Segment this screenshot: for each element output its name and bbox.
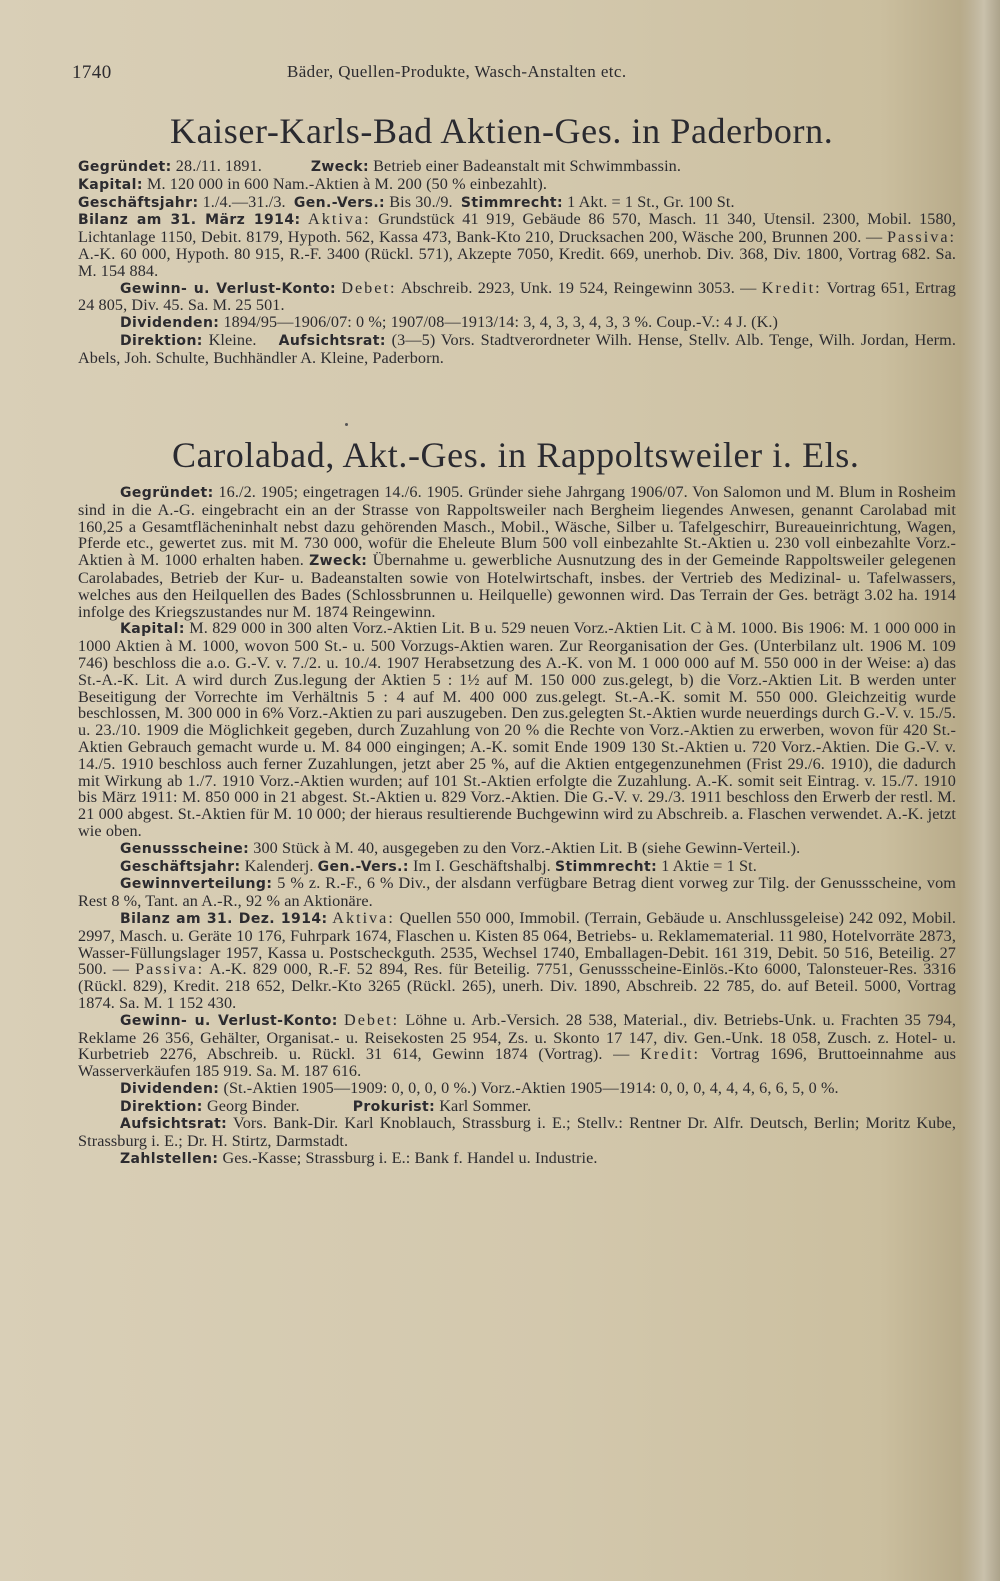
fiscal-paragraph: Geschäftsjahr: 1./4.—31./3. Gen.-Vers.: Bis 30./9. Stimmrecht: 1 Akt. = 1 St., Gr. 100 St. [78,192,735,211]
entry-title-carolabad: Carolabad, Akt.-Ges. in Rappoltsweiler i. Els. [172,435,860,475]
genussscheine-paragraph: Genussscheine: 300 Stück à M. 40, ausgegeben zu den Vorz.-Aktien Lit. B (siehe Gewinn-Verteil.). [120,838,801,857]
paying-agents-paragraph: Zahlstellen: Ges.-Kasse; Strassburg i. E.: Bank f. Handel u. Industrie. [120,1149,598,1168]
profit-loss-paragraph: Gewinn- u. Verlust-Konto: Debet: Abschreib. 2923, Unk. 19 524, Reingewinn 3053. — Kredit: Vortrag 651, Ertrag 24 805, Div. 45. Sa. M. 25 501. [78,278,956,315]
balance-paragraph: Bilanz am 31. März 1914: Aktiva: Grundstück 41 919, Gebäude 86 570, Masch. 11 340, Utensil. 2300, Mobil. 1580, Lichtanlage 1150, Debit. 8179, Hypoth. 562, Kassa 473, Bank-Kto 210, Drucksachen 200, Wäsche 200, Brunnen 200. — Passiva: A.-K. 60 000, Hypoth. 80 915, R.-F. 3400 (Rückl. 571), Akzepte 7050, Kredit. 669, unerhob. Div. 368, Div. 1800, Vortrag 682. Sa. M. 154 884. [78,210,956,280]
dividends-paragraph: Dividenden: 1894/95—1906/07: 0 %; 1907/08—1913/14: 3, 4, 3, 3, 4, 3, 3 %. Coup.-V.: 4 J. (K.) [120,313,779,332]
supervisory-board-paragraph: Aufsichtsrat: Vors. Bank-Dir. Karl Knoblauch, Strassburg i. E.; Stellv.: Rentner Dr. Alfr. Deutsch, Berlin; Moritz Kube, Strassburg i. E.; Dr. H. Stirtz, Darmstadt. [78,1114,956,1151]
profit-loss-paragraph: Gewinn- u. Verlust-Konto: Debet: Löhne u. Arb.-Versich. 28 538, Material., div. Betriebs-Unk. u. Frachten 35 794, Reklame 26 356, Gehälter, Organisat.- u. Reisekosten 25 954, Zs. u. Skonto 17 147, div. Gen.-Unk. 18 058, Zusch. z. Hotel- u. Kurbetrieb 2276, Abschreib. u. Rückl. 31 614, Gewinn 1874 (Vortrag). — Kredit: Vortrag 1696, Bruttoeinnahme aus Wasserverkäufen 185 919. Sa. M. 187 616. [78,1010,956,1081]
balance-paragraph: Bilanz am 31. Dez. 1914: Aktiva: Quellen 550 000, Immobil. (Terrain, Gebäude u. Anschlussgeleise) 242 092, Mobil. 2997, Masch. u. Geräte 10 176, Fuhrpark 1674, Flaschen u. Kisten 85 064, Betriebs- u. Reklamematerial. 11 980, Hotelvorräte 2873, Wasser-Füllungslager 1957, Kassa u. Postscheckguth. 2535, Wechsel 1740, Emballagen-Debit. 161 319, Debit. 50 516, Beteilig. 27 500. — Passiva: A.-K. 829 000, R.-F. 52 894, Res. für Beteilig. 7751, Genussscheine-Einlös.-Kto 6000, Talonsteuer-Res. 3316 (Rückl. 829), Kredit. 218 652, Delkr.-Kto 3265 (Rückl. 265), unerh. Div. 1890, Abschreib. 22 785, do. auf Beteil. 5000, Vortrag 1874. Sa. M. 1 152 430. [78,908,956,1012]
entry-body-carolabad [78,484,956,1168]
running-title: Bäder, Quellen-Produkte, Wasch-Anstalten etc. [287,62,627,81]
founded-purpose-paragraph: Gegründet: 28./11. 1891. Zweck: Betrieb einer Badeanstalt mit Schwimmbassin. [78,157,682,175]
board-paragraph: Direktion: Kleine. Aufsichtsrat: (3—5) Vors. Stadtverordneter Wilh. Hense, Stellv. Alb. Tenge, Wilh. Jordan, Herm. Abels, Joh. Schulte, Buchhändler A. Kleine, Paderborn. [78,330,956,367]
profit-distribution-paragraph: Gewinnverteilung: 5 % z. R.-F., 6 % Div., der alsdann verfügbare Betrag dient vorweg zur Tilg. der Genussscheine, vom Rest 8 %, Tant. an A.-R., 92 % an Aktionäre. [78,874,956,911]
founded-paragraph: Gegründet: 16./2. 1905; eingetragen 14./6. 1905. Gründer siehe Jahrgang 1906/07. Von Salomon und M. Blum in Rosheim sind in die A.-G. eingebracht ein an der Strasse von Rappoltsweiler nach Bergheim liegendes Anwesen, genannt Carolabad mit 160,25 a Gesamtflächeninhalt nebst dazu gehörenden Masch., Mobil., Wäsche, Silber u. Tafelgeschirr, Bureaueinrichtung, Wagen, Pferde etc., gewertet zus. mit M. 730 000, wofür die Eheleute Blum 500 voll einbezahlte St.-Aktien u. 230 voll einbezahlte Vorz.-Aktien à M. 1000 erhalten haben. Zweck: Übernahme u. gewerbliche Ausnutzung des in der Gemeinde Rappoltsweiler gelegenen Carolabades, Betrieb der Kur- u. Badeanstalten sowie von Hotelwirtschaft, insbes. der Vertrieb des Medizinal- u. Tafelwassers, welches aus den Heilquellen des Bades (Schlossbrunnen u. Heilquelle) gewonnen wird. Das Terrain der Ges. beträgt 3.02 ha. 1914 infolge des Kriegszustandes nur M. 1874 Reingewinn. [78,483,956,621]
dividends-paragraph: Dividenden: (St.-Aktien 1905—1909: 0, 0, 0, 0 %.) Vorz.-Aktien 1905—1914: 0, 0, 0, 4, 4, 4, 6, 6, 5, 0 %. [120,1078,839,1097]
management-paragraph: Direktion: Georg Binder. Prokurist: Karl Sommer. [120,1096,532,1115]
entry-body-kaiser-karls-bad [78,158,956,367]
fiscal-paragraph: Geschäftsjahr: Kalenderj. Gen.-Vers.: Im I. Geschäftshalbj. Stimmrecht: 1 Aktie = 1 St. [120,856,757,875]
capital-paragraph: Kapital: M. 829 000 in 300 alten Vorz.-Aktien Lit. B u. 529 neuen Vorz.-Aktien Lit. C à M. 1000. Bis 1906: M. 1 000 000 in 1000 Aktien à M. 1000, wovon 500 St.- u. 500 Vorzugs-Aktien waren. Zur Reorganisation der Ges. (Unterbilanz ult. 1906 M. 109 746) beschloss die a.o. G.-V. v. 7./2. u. 10./4. 1907 Herabsetzung des A.-K. von M. 1 000 000 auf M. 550 000 in der Weise: a) das St.-A.-K. Lit. A wird durch Zus.legung der Aktien 5 : 1½ auf M. 150 000 zus.gelegt, b) die Vorz.-Aktien Lit. B werden unter Beseitigung der Vorrechte im Verhältnis 5 : 4 auf M. 400 000 zus.gelegt. St.-A.-K. somit M. 550 000. Gleichzeitig wurde beschlossen, M. 300 000 in 6% Vorz.-Aktien zu pari auszugeben. Den zus.gelegten St.-Aktien wurde neuerdings durch G.-V. v. 15./5. u. 23./10. 1909 die Möglichkeit gegeben, durch Zuzahlung von 20 % die Rechte von Vorz.-Aktien zu erwerben, wovon für 420 St.-Aktien Gebrauch gemacht wurde u. M. 84 000 eingingen; A.-K. somit Ende 1909 130 St.-Aktien u. 720 Vorz.-Aktien. Die G.-V. v. 14./5. 1910 beschloss auch ferner Zuzahlungen, jetzt aber 25 %, auf die Aktien entgegenzunehmen (Frist 29./6. 1910), die dadurch mit Wirkung ab 1./7. 1910 Vorz.-Aktien wurden; auf 101 St.-Aktien erfolgte die Zuzahlung. A.-K. somit seit Eintrag. v. 15./7. 1910 bis März 1911: M. 850 000 in 21 abgest. St.-Aktien u. 829 Vorz.-Aktien. Die G.-V. v. 29./3. 1911 beschloss den Erwerb der restl. M. 21 000 abgest. St.-Aktien für M. 10 000; der hieraus resultierende Buchgewinn wird zu Abschreib. a. Flaschen verwendet. A.-K. jetzt wie oben. [78,619,956,840]
page-number: 1740 [72,62,112,83]
entry-title-kaiser-karls-bad: Kaiser-Karls-Bad Aktien-Ges. in Paderborn. [170,111,834,151]
capital-paragraph: Kapital: M. 120 000 in 600 Nam.-Aktien à M. 200 (50 % einbezahlt). [78,174,547,193]
separator-dot [345,423,348,426]
page-edge-shadow [960,0,1000,1581]
